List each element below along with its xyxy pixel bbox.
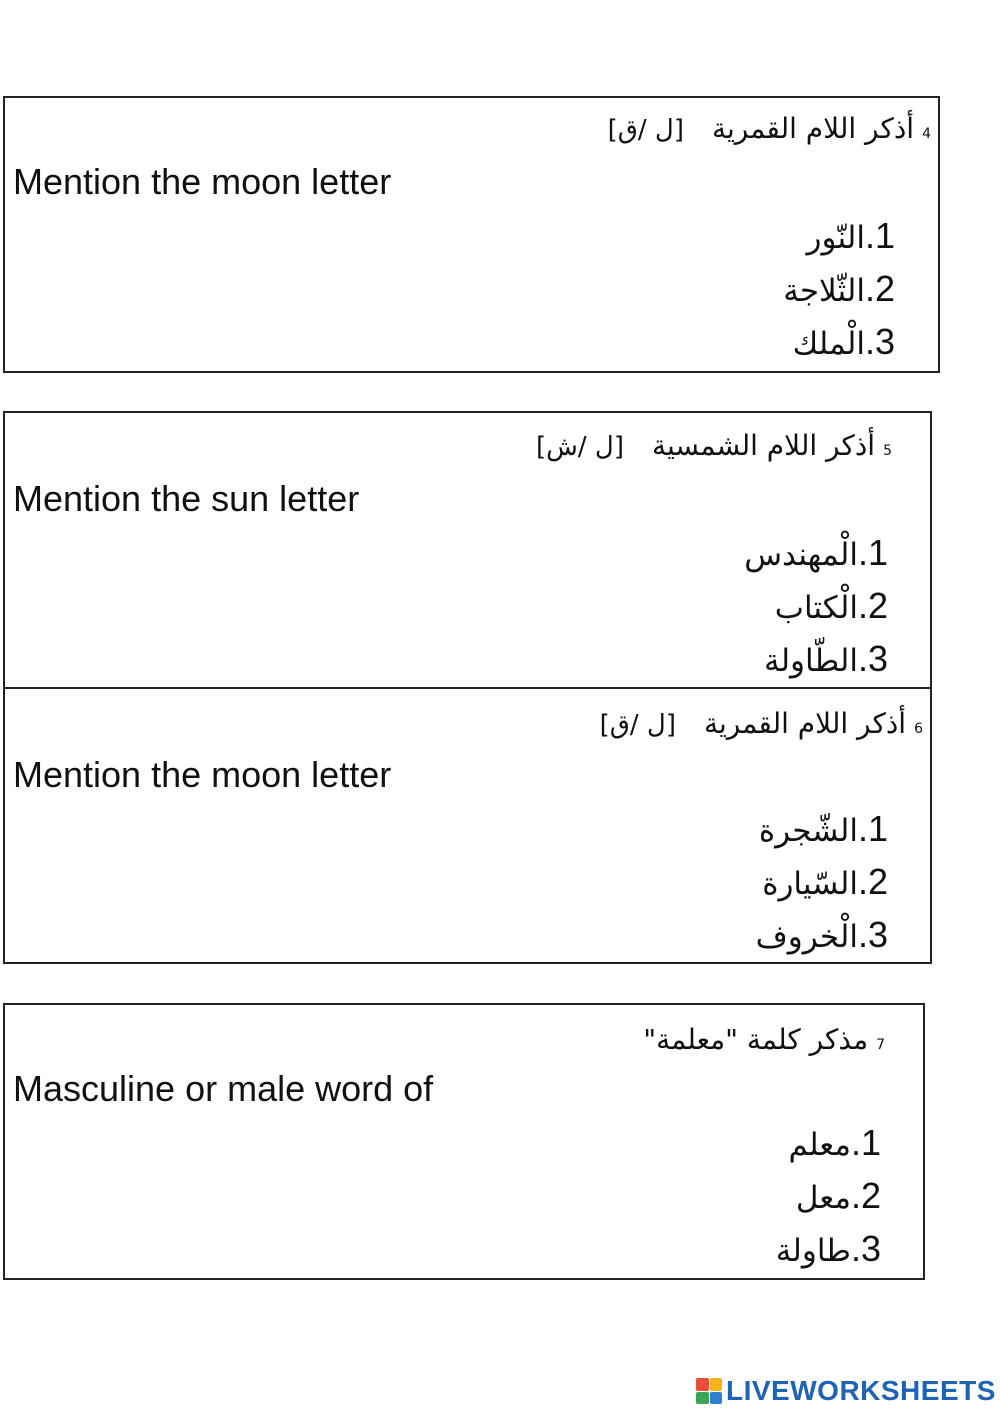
question-5-option-3[interactable]: 3.الطّاولة xyxy=(763,638,888,679)
question-6-english-prompt: Mention the moon letter xyxy=(13,754,392,795)
question-4-number: 4 xyxy=(922,126,931,142)
question-4-option-2[interactable]: 2.الثّلاجة xyxy=(783,268,895,309)
question-6-arabic-title xyxy=(600,707,923,746)
question-5-number: 5 xyxy=(883,443,892,459)
question-4-bracket: [ل /ق] xyxy=(607,115,684,145)
question-5-english-prompt: Mention the sun letter xyxy=(13,478,360,519)
question-7-option-3[interactable]: 3.طاولة xyxy=(775,1228,881,1269)
question-7-number: 7 xyxy=(876,1037,885,1053)
question-6-option-3[interactable]: 3.الْخروف xyxy=(755,914,888,955)
question-6-bracket: [ل /ق] xyxy=(599,710,676,740)
question-card-4 xyxy=(3,96,940,373)
question-7-english-prompt: Masculine or male word of xyxy=(13,1068,434,1109)
question-5-bracket: [ل /ش] xyxy=(536,432,624,462)
logo-mark-red xyxy=(696,1378,709,1391)
question-card-5 xyxy=(3,411,932,689)
liveworksheets-logo[interactable] xyxy=(696,1374,996,1408)
question-5-arabic-title xyxy=(536,429,892,468)
question-6-number: 6 xyxy=(914,721,923,737)
logo-mark-green xyxy=(696,1392,709,1405)
question-6-arabic-prompt: أذكر اللام القمرية xyxy=(703,707,907,740)
question-6-option-1[interactable]: 1.الشّجرة xyxy=(758,808,888,849)
logo-mark-yellow xyxy=(710,1378,723,1391)
logo-text: LIVEWORKSHEETS xyxy=(726,1375,996,1406)
logo-mark-icon xyxy=(696,1378,722,1404)
question-7-option-2[interactable]: 2.معل xyxy=(795,1175,881,1216)
question-4-arabic-prompt: أذكر اللام القمرية xyxy=(711,112,915,145)
question-4-arabic-title xyxy=(608,112,931,151)
question-4-option-3[interactable]: 3.الْملك xyxy=(792,321,895,362)
question-4-english-prompt: Mention the moon letter xyxy=(13,161,392,202)
question-5-option-1[interactable]: 1.الْمهندس xyxy=(744,532,888,573)
question-card-7 xyxy=(3,1003,925,1280)
question-4-option-1[interactable]: 1.النّور xyxy=(806,215,895,256)
logo-mark-blue xyxy=(710,1392,723,1405)
question-6-option-2[interactable]: 2.السّيارة xyxy=(762,861,888,902)
question-7-option-1[interactable]: 1.معلم xyxy=(788,1122,881,1163)
question-5-option-2[interactable]: 2.الْكتاب xyxy=(774,585,888,626)
question-card-6 xyxy=(3,687,932,964)
question-5-arabic-prompt: أذكر اللام الشمسية xyxy=(651,429,876,462)
question-7-arabic-prompt: مذكر كلمة "معلمة" xyxy=(643,1023,869,1056)
question-7-arabic-title xyxy=(643,1023,885,1062)
